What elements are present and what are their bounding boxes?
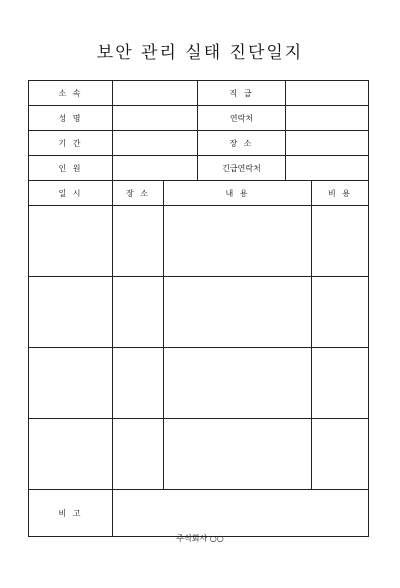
log-row xyxy=(29,206,369,277)
log-cell-cost[interactable] xyxy=(312,277,369,348)
log-row xyxy=(29,419,369,490)
log-cell-content[interactable] xyxy=(164,419,312,490)
header-date: 일 시 xyxy=(29,181,113,206)
log-cell-date[interactable] xyxy=(29,419,113,490)
log-cell-date[interactable] xyxy=(29,277,113,348)
log-cell-content[interactable] xyxy=(164,206,312,277)
label-name: 성 명 xyxy=(29,106,113,131)
label-headcount: 인 원 xyxy=(29,156,113,181)
info-row-affiliation xyxy=(29,81,369,106)
label-contact: 연락처 xyxy=(198,106,286,131)
log-cell-place[interactable] xyxy=(113,348,164,419)
document-title: 보안 관리 실태 진단일지 xyxy=(96,43,304,63)
field-notes[interactable] xyxy=(113,490,369,537)
field-contact[interactable] xyxy=(286,106,369,131)
field-affiliation[interactable] xyxy=(113,81,198,106)
log-cell-date[interactable] xyxy=(29,348,113,419)
notes-row xyxy=(29,490,369,537)
field-rank[interactable] xyxy=(286,81,369,106)
log-cell-place[interactable] xyxy=(113,277,164,348)
header-place: 장 소 xyxy=(113,181,164,206)
log-cell-cost[interactable] xyxy=(312,419,369,490)
log-cell-place[interactable] xyxy=(113,206,164,277)
field-emergency-contact[interactable] xyxy=(286,156,369,181)
log-cell-cost[interactable] xyxy=(312,348,369,419)
label-emergency-contact: 긴급연락처 xyxy=(198,156,286,181)
field-period[interactable] xyxy=(113,131,198,156)
label-location: 장 소 xyxy=(198,131,286,156)
info-row-name xyxy=(29,106,369,131)
log-cell-content[interactable] xyxy=(164,348,312,419)
info-row-headcount xyxy=(29,156,369,181)
label-rank: 직 급 xyxy=(198,81,286,106)
log-cell-cost[interactable] xyxy=(312,206,369,277)
log-row xyxy=(29,277,369,348)
security-log-form xyxy=(28,80,369,537)
label-affiliation: 소 속 xyxy=(29,81,113,106)
log-cell-date[interactable] xyxy=(29,206,113,277)
label-period: 기 간 xyxy=(29,131,113,156)
company-footer: 주식회사 ○○ xyxy=(176,534,224,543)
log-cell-content[interactable] xyxy=(164,277,312,348)
header-cost: 비 용 xyxy=(312,181,369,206)
header-content: 내 용 xyxy=(164,181,312,206)
log-header-row xyxy=(29,181,369,206)
field-location[interactable] xyxy=(286,131,369,156)
label-notes: 비 고 xyxy=(29,490,113,537)
info-row-period xyxy=(29,131,369,156)
log-cell-place[interactable] xyxy=(113,419,164,490)
field-headcount[interactable] xyxy=(113,156,198,181)
log-row xyxy=(29,348,369,419)
field-name[interactable] xyxy=(113,106,198,131)
